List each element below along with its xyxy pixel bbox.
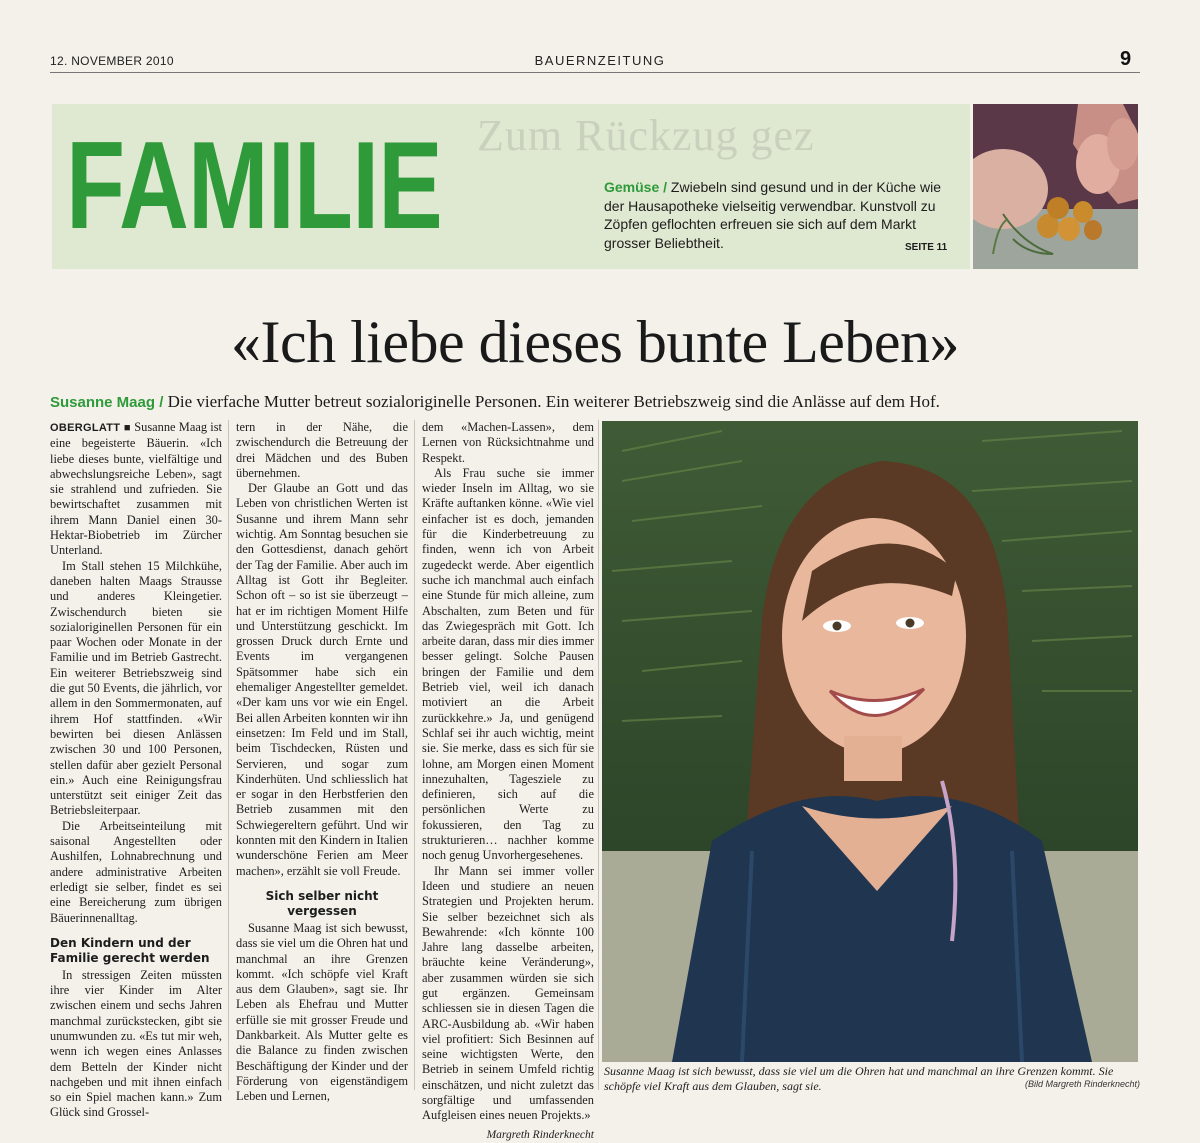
section-banner <box>52 104 970 269</box>
paragraph: tern in der Nähe, die zwischendurch die Betreuung der drei Mädchen und des Buben übernehmen. <box>236 420 408 480</box>
article-deck <box>50 391 1150 414</box>
paragraph: Ihr Mann sei immer voller Ideen und studiere an neuen Strategien und Projekten herum. Sie selber bezeichnet sich als Bewahrende: «Ich könnte 100 Jahre lang dasselbe arbeiten, bräuchte keine Veränderung», aber zusammen würden sie sich gut ergänzen. Gemeinsam schliessen sie in diesen Tagen die ARC-Ausbildung ab. «Wir haben viel profitiert: Sich Besinnen auf seine wichtigsten Werte, den Betrieb in seinem Umfeld richtig einschätzen, und nicht zuletzt das sorgfältige und umfassenden Aufgleisen eines neuen Projekts.» <box>422 863 594 1123</box>
portrait-photo <box>602 421 1138 1062</box>
deck-author: Susanne Maag / <box>50 394 164 411</box>
article-column-1 <box>50 420 222 1121</box>
newspaper-name: BAUERNZEITUNG <box>534 53 666 68</box>
photo-credit: (Bild Margreth Rinderknecht) <box>1024 1079 1140 1089</box>
teaser-body: Zwiebeln sind gesund und in der Küche wie der Hausapotheke vielseitig verwendbar. Kunstvoll zu Zöpfen geflochten erfreuen sie sich auf dem Markt grosser Beliebtheit. <box>604 179 941 251</box>
subheading: Sich selber nicht vergessen <box>265 888 379 918</box>
paragraph: Die Arbeitseinteilung mit saisonal Angestellten oder Aushilfen, Lohnabrechnung und andere administrative Arbeiten erledigt sie selber, findet es sei eine Bereicherung zum übrigen Bäuerinnenalltag. <box>50 818 222 925</box>
photo-caption: Susanne Maag ist sich bewusst, dass sie viel um die Ohren hat und manchmal an ihre Grenzen kommt. Sie schöpfe viel Kraft aus dem Glauben, sagt sie. <box>604 1064 1114 1093</box>
deck-text: Die vierfache Mutter betreut sozialoriginelle Personen. Ein weiterer Betriebszweig sind die Anlässe auf dem Hof. <box>163 392 940 411</box>
paragraph: Als Frau suche sie immer wieder Inseln im Alltag, wo sie Kräfte auftanken könne. «Wie viel einfacher ist es doch, jemanden für die Kinderbetreuung zu finden, wenn ich von Arbeit zugedeckt werde. Aber eigentlich suche ich manchmal auch einfach eine Stunde für mich alleine, zum Abschalten, zum Beten und für das Zwiegespräch mit Gott. Ich arbeite daran, dass mir dies immer besser gelingt. Solche Pausen bringen der Familie und dem Betrieb viel, weil ich danach motiviert an die Arbeit zurückkehre.» Ja, und genügend Schlaf sei ihr auch wichtig, meint sie. Sie merke, dass es sich für sie lohne, am Morgen einen Moment innezuhalten, Tagesziele zu definieren, sich auf die persönlichen Werte zu fokussieren, den Tag zu strukturieren… nachher komme noch genug Unvorhergesehenes. <box>422 465 594 863</box>
section-rubric: FAMILIE <box>66 117 443 255</box>
paragraph: dem «Machen-Lassen», dem Lernen von Rücksichtnahme und Respekt. <box>422 420 594 465</box>
column-divider <box>598 420 599 1090</box>
page-number: 9 <box>1120 48 1132 70</box>
issue-date: 12. NOVEMBER 2010 <box>50 54 174 68</box>
paragraph: Der Glaube an Gott und das Leben von christlichen Werten ist Susanne und ihrem Mann sehr wichtig. Am Sonntag besuchen sie den Gottesdienst, danach gehört der Tag der Familie. Aber auch im Alltag ist Gott ihr Begleiter. Schon oft – so ist sie überzeugt – hat er im richtigen Moment Hilfe und Unterstützung geschickt. Im grossen Druck durch Ernte und Events im vergangenen Spätsommer habe sich ein ehemaliger Angestellter gemeldet. «Der kam uns vor wie ein Engel. Bei allen Arbeiten konnten wir ihn einsetzen: Im Feld und im Stall, beim Tischdecken, Rüsten und Servieren, und sogar zum Kinderhüten. Und schliesslich hat er sogar in den Herbstferien den Betrieb zusammen mit den Schwiegereltern geführt. Und wir konnten mit den Kindern in Italien wunderschöne Ferien am Meer machen», erzählt sie voll Freude. <box>236 481 408 878</box>
subheading: Den Kindern und der Familie gerecht werden <box>50 935 210 965</box>
dateline: OBERGLATT ■ <box>50 422 131 434</box>
author-byline: Margreth Rinderknecht <box>486 1128 594 1141</box>
teaser-kicker: Gemüse / <box>604 179 668 195</box>
paragraph-text: Susanne Maag ist eine begeisterte Bäuerin. «Ich liebe dieses bunte, vielfältige und abwechslungsreiche Leben», sagt sie strahlend und zufrieden. Sie bewirtschaftet zusammen mit ihrem Mann Daniel einen 30-Hektar-Biobetrieb im Zürcher Unterland. <box>50 420 222 558</box>
article-headline: «Ich liebe dieses bunte Leben» <box>230 309 960 375</box>
header-rule <box>50 72 1140 73</box>
paragraph: In stressigen Zeiten müssten ihre vier Kinder im Alter zwischen einem und sechs Jahren manchmal zurückstecken, gibt sie unumwunden zu. «Es tut mir weh, wenn ich wegen eines Anlasses dem Betteln der Kinder nicht nachgeben und mit ihnen einfach so ein Spiel machen kann.» Zum Glück sind Grossel- <box>50 967 222 1120</box>
onion-braid-photo <box>973 104 1138 269</box>
column-divider <box>414 420 415 1090</box>
show-through-text: Zum Rückzug gez <box>477 111 815 160</box>
paragraph: Susanne Maag ist sich bewusst, dass sie viel um die Ohren hat und manchmal an ihre Grenzen kommt. «Ich schöpfe viel Kraft aus dem Glauben», sagt sie. Ihr Leben als Ehefrau und Mutter erfülle sie mit grosser Freude und Dankbarkeit. Als Mutter gelte es die Balance zu finden zwischen Beschäftigung der Kinder und der Förderung von eigenständigem Leben und Lernen, <box>236 920 408 1104</box>
teaser-text <box>604 178 956 252</box>
teaser-page-reference: SEITE 11 <box>905 242 948 253</box>
paragraph: Im Stall stehen 15 Milchkühe, daneben halten Maags Strausse und anderes Kleingetier. Zwischendurch bieten sie sozialoriginellen Personen für ein paar Wochen oder Monate in der Familie und im Betrieb Gastrecht. Ein weiterer Betriebszweig sind die gut 50 Events, die jährlich, vor allem in den Sommermonaten, auf ihrem Hof stattfinden. «Wir bewirten bei diesen Anlässen zwischen 30 und 100 Personen, stellen dafür aber gezielt Personal ein.» Auch eine Reinigungsfrau unterstützt seit einiger Zeit das Betriebsleiterpaar. <box>50 558 222 818</box>
paragraph <box>50 420 222 559</box>
column-divider <box>228 420 229 1090</box>
article-column-3 <box>422 420 594 1143</box>
article-column-2 <box>236 420 408 1104</box>
